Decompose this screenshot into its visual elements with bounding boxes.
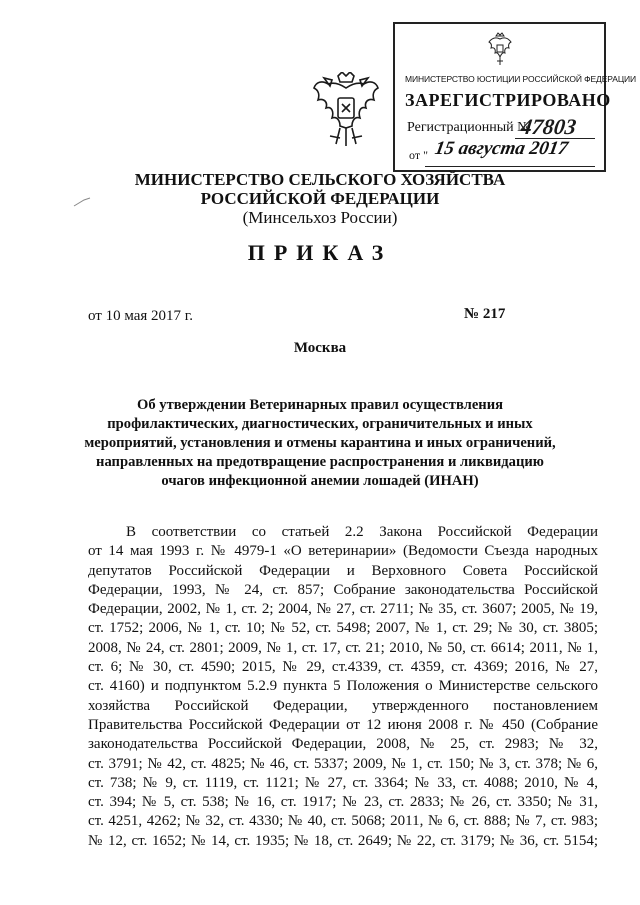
subject-line: профилактических, диагностических, ограничительных и иных [107, 416, 533, 432]
coat-of-arms-icon [485, 32, 515, 68]
body-line: В соответствии со статьей 2.2 Закона Российской Федерации [126, 524, 598, 540]
body-line: Федерации, 2002, № 1, ст. 2; 2004, № 27, ст. 2711; № 35, ст. 3607; 2005, № 19, [88, 601, 598, 618]
body-line: № 12, ст. 1652; № 14, ст. 1935; № 18, ст. 2649; № 22, ст. 3179; № 36, ст. 5154; [88, 832, 598, 849]
document-city: Москва [293, 340, 347, 356]
body-line: ст. 6; № 30, ст. 4590; 2015, № 29, ст.4339, ст. 4359, ст. 4369; 2016, № 27, [88, 659, 598, 676]
body-line: Федерации, 1993, № 24, ст. 857; Собрание законодательства Российской [88, 581, 598, 598]
document-date: от 10 мая 2017 г. [88, 308, 194, 324]
document-type: ПРИКАЗ [247, 240, 393, 265]
stamp-regno-label: Регистрационный № [407, 120, 531, 135]
body-line: ст. 394; № 5, ст. 538; № 16, ст. 1917; № 23, ст. 2833; № 26, ст. 3350; № 31, [88, 794, 598, 811]
double-headed-eagle-icon [310, 72, 382, 152]
stamp-registered-label: ЗАРЕГИСТРИРОВАНО [405, 90, 611, 110]
stamp-rule [515, 138, 595, 139]
body-line: ст. 4251, 4262; № 32, ст. 4330; № 40, ст. 5068; 2011, № 6, ст. 888; № 7, ст. 983; [88, 813, 598, 830]
subject-line: очагов инфекционной анемии лошадей (ИНАН) [161, 473, 479, 489]
stamp-date-value: 15 августа 2017 [433, 138, 570, 159]
body-line: от 14 мая 1993 г. № 4979-1 «О ветеринарии» (Ведомости Съезда народных [88, 543, 598, 560]
stamp-date-label: от " [409, 148, 428, 162]
document-body [88, 523, 598, 851]
body-line: законодательства Российской Федерации, 2008, № 25, ст. 2983; № 32, [88, 736, 598, 753]
stamp-ministry-name: МИНИСТЕРСТВО ЮСТИЦИИ РОССИЙСКОЙ ФЕДЕРАЦИИ [405, 74, 637, 84]
document-number: № 217 [464, 306, 506, 322]
document-subject [60, 396, 580, 491]
body-line: ст. 3791; № 42, ст. 4825; № 46, ст. 5337; 2009, № 1, ст. 150; № 3, ст. 378; № 6, [88, 755, 598, 772]
body-line: 2008, № 24, ст. 2801; 2009, № 1, ст. 17, ст. 21; 2010, № 50, ст. 6614; 2011, № 1, [88, 639, 598, 656]
body-line: ст. 1752; 2006, № 1, ст. 10; № 52, ст. 5498; 2007, № 1, ст. 29; № 30, ст. 3805; [88, 620, 598, 637]
pen-mark-icon [72, 196, 92, 208]
ministry-name-line1: МИНИСТЕРСТВО СЕЛЬСКОГО ХОЗЯЙСТВА [134, 170, 506, 189]
subject-line: Об утверждении Ветеринарных правил осуществления [136, 397, 504, 413]
ministry-name-line2: РОССИЙСКОЙ ФЕДЕРАЦИИ [200, 189, 440, 208]
body-line: хозяйства Российской Федерации, утвержденного постановлением [88, 697, 598, 714]
stamp-rule [425, 166, 595, 167]
subject-line: мероприятий, установления и отмены карантина и иных ограничений, [84, 435, 556, 451]
body-line: Правительства Российской Федерации от 12 июня 2008 г. № 450 (Собрание [88, 716, 598, 733]
registration-stamp [393, 22, 637, 172]
body-line: ст. 738; № 9, ст. 1119, ст. 1121; № 27, ст. 3364; № 33, ст. 4088; 2010, № 4, [88, 774, 598, 791]
body-line: ст. 4160) и подпунктом 5.2.9 пункта 5 Положения о Министерстве сельского [88, 678, 598, 695]
ministry-short-name: (Минсельхоз России) [242, 208, 398, 227]
body-line: депутатов Российской Федерации и Верховного Совета Российской [88, 562, 598, 579]
stamp-regno-value: 47803 [519, 114, 578, 139]
subject-line: направленных на предотвращение распространения и ликвидацию [96, 454, 544, 470]
